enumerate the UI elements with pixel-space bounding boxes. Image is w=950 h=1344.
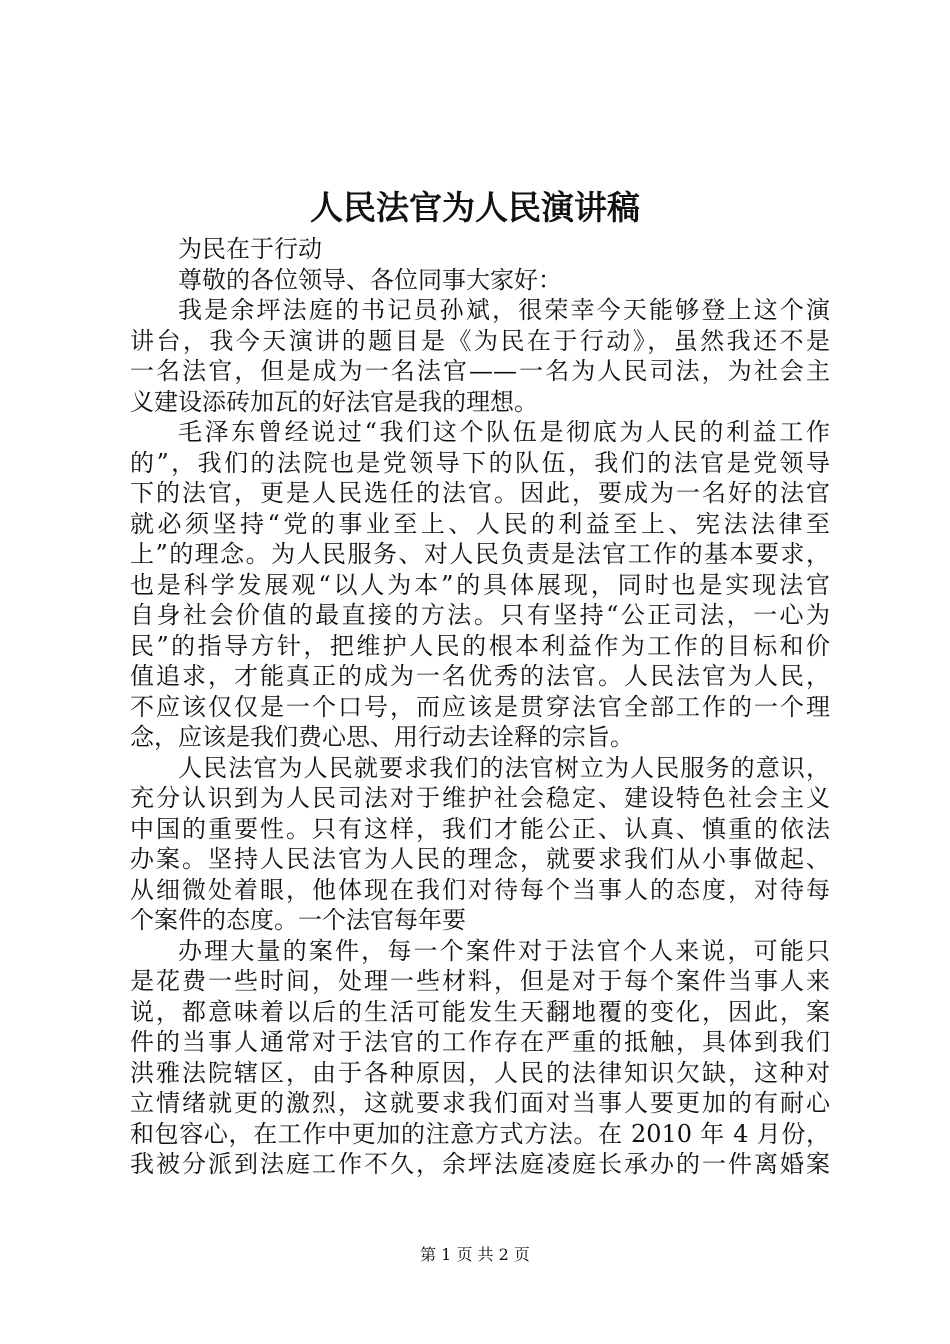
document-body	[130, 234, 830, 1180]
text-line: 义建设添砖加瓦的好法官是我的理想。	[130, 387, 538, 416]
text-line: 办案。坚持人民法官为人民的理念，就要求我们从小事做起、	[130, 845, 830, 873]
text-line: 件的当事人通常对于法官的工作存在严重的抵触，具体到我们	[130, 1028, 830, 1056]
text-line: 就必须坚持“党的事业至上、人民的利益至上、宪法法律至	[130, 509, 830, 538]
text-line: 和包容心，在工作中更加的注意方式方法。在 2010 年 4 月份，	[130, 1119, 830, 1148]
text-line: 不应该仅仅是一个口号，而应该是贯穿法官全部工作的一个理	[130, 692, 830, 721]
text-line: 充分认识到为人民司法对于维护社会稳定、建设特色社会主义	[130, 784, 830, 812]
text-line: 是花费一些时间，处理一些材料，但是对于每个案件当事人来	[130, 967, 830, 995]
text-line: 立情绪就更的激烈，这就要求我们面对当事人要更加的有耐心	[130, 1089, 830, 1117]
text-line: 讲台，我今天演讲的题目是《为民在于行动》，虽然我还不是	[130, 326, 830, 355]
text-line: 从细微处着眼，他体现在我们对待每个当事人的态度，对待每	[130, 875, 830, 904]
text-line: 也是科学发展观“以人为本”的具体展现，同时也是实现法官	[130, 570, 830, 599]
text-line: 值追求，才能真正的成为一名优秀的法官。人民法官为人民，	[130, 662, 830, 690]
text-line: 一名法官，但是成为一名法官——一名为人民司法，为社会主	[130, 357, 830, 385]
text-line: 洪雅法院辖区，由于各种原因，人民的法律知识欠缺，这种对	[130, 1058, 830, 1087]
text-line: 民”的指导方针，把维护人民的根本利益作为工作的目标和价	[130, 631, 830, 660]
text-line: 的”，我们的法院也是党领导下的队伍，我们的法官是党领导	[130, 448, 830, 477]
text-line: 尊敬的各位领导、各位同事大家好：	[178, 265, 562, 294]
text-line: 念，应该是我们费心思、用行动去诠释的宗旨。	[130, 723, 634, 751]
text-line: 自身社会价值的最直接的方法。只有坚持“公正司法，一心为	[130, 601, 830, 629]
text-line: 我被分派到法庭工作不久，余坪法庭凌庭长承办的一件离婚案	[130, 1150, 830, 1178]
text-line: 上”的理念。为人民服务、对人民负责是法官工作的基本要求，	[130, 540, 830, 568]
text-line: 下的法官，更是人民选任的法官。因此，要成为一名好的法官	[130, 479, 830, 507]
text-line: 个案件的态度。一个法官每年要	[130, 906, 466, 934]
document-title: 人民法官为人民演讲稿	[310, 188, 640, 227]
text-line: 说，都意味着以后的生活可能发生天翻地覆的变化，因此，案	[130, 997, 830, 1026]
text-line: 我是余坪法庭的书记员孙斌，很荣幸今天能够登上这个演	[178, 296, 830, 324]
text-line: 人民法官为人民就要求我们的法官树立为人民服务的意识，	[178, 753, 830, 782]
text-line: 毛泽东曾经说过“我们这个队伍是彻底为人民的利益工作	[178, 418, 830, 446]
text-line: 为民在于行动	[178, 235, 322, 263]
page-footer: 第 1 页 共 2 页	[420, 1245, 530, 1264]
text-line: 办理大量的案件，每一个案件对于法官个人来说，可能只	[178, 936, 830, 965]
text-line: 中国的重要性。只有这样，我们才能公正、认真、慎重的依法	[130, 814, 830, 843]
